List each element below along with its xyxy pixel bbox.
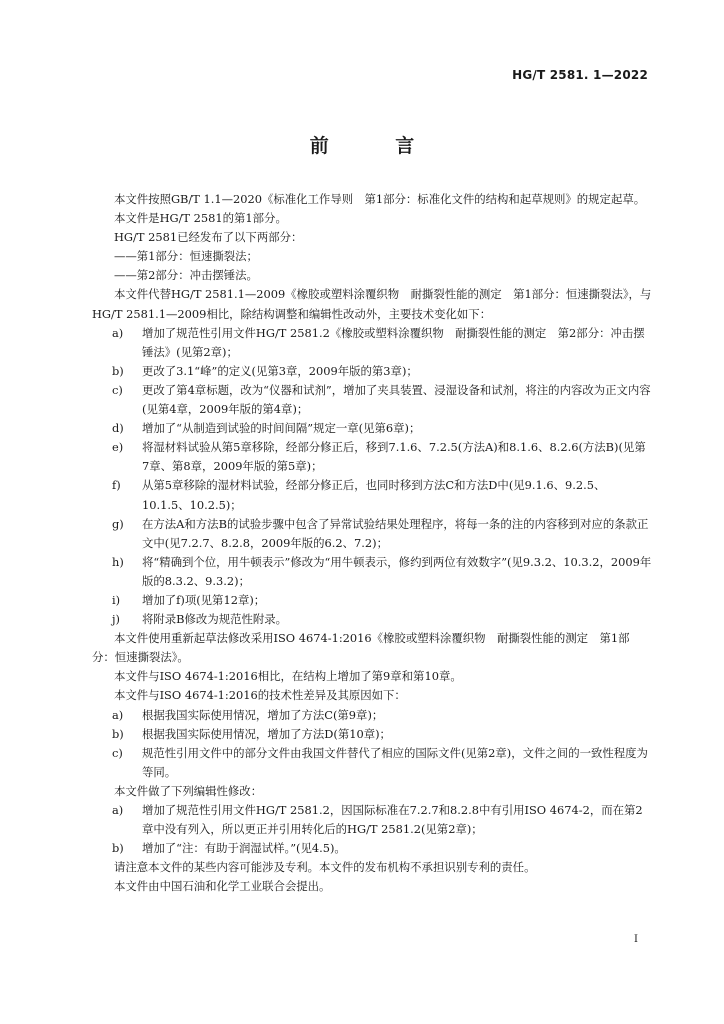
- list-item-label: e): [112, 440, 124, 455]
- list-item-label: b): [112, 841, 124, 856]
- list-item-text: 增加了规范性引用文件HG/T 2581.2《橡胶或塑料涂覆织物 耐撕裂性能的测定 第2部分：冲击摆锤法》(见第2章)；: [142, 325, 645, 359]
- list-item-label: d): [112, 421, 124, 436]
- list-item-text: 规范性引用文件中的部分文件由我国文件替代了相应的国际文件(见第2章)，文件之间的一致性程度为等同。: [142, 745, 648, 779]
- foreword-body: [92, 190, 652, 896]
- list-item-label: b): [112, 726, 124, 741]
- list-item: [92, 476, 652, 514]
- list-item: [92, 706, 652, 725]
- paragraph: 本文件是HG/T 2581的第1部分。: [114, 211, 287, 226]
- paragraph: HG/T 2581已经发布了以下两部分：: [114, 230, 303, 245]
- paragraph: 本文件使用重新起草法修改采用ISO 4674-1:2016《橡胶或塑料涂覆织物 耐撕裂性能的测定 第1部分：恒速撕裂法》。: [92, 631, 630, 665]
- list-item-text: 增加了“从制造到试验的时间间隔”规定一章(见第6章)；: [142, 421, 421, 436]
- paragraph: 本文件按照GB/T 1.1—2020《标准化工作导则 第1部分：标准化文件的结构和起草规则》的规定起草。: [114, 192, 646, 206]
- list-item-label: h): [112, 554, 124, 569]
- page-title: 前 言: [309, 135, 445, 157]
- list-item-label: i): [112, 592, 121, 607]
- list-item: [92, 610, 652, 629]
- list-item-text: 将附录B修改为规范性附录。: [142, 612, 288, 627]
- list-item: [92, 553, 652, 591]
- list-item: [92, 801, 652, 839]
- list-item-text: 从第5章移除的湿材料试验，经部分修正后，也同时移到方法C和方法D中(见9.1.6、9.2.5、10.1.5、10.2.5)；: [142, 478, 606, 512]
- paragraph: 本文件与ISO 4674-1:2016的技术性差异及其原因如下：: [114, 688, 406, 703]
- list-item: [92, 381, 652, 419]
- page-number: I: [634, 934, 638, 945]
- list-item: [92, 839, 652, 858]
- list-item-text: 将湿材料试验从第5章移除，经部分修正后，移到7.1.6、7.2.5(方法A)和8.1.6、8.2.6(方法B)(见第7章、第8章，2009年版的第5章)；: [142, 440, 646, 474]
- list-item-label: j): [112, 612, 120, 627]
- list-item-label: a): [112, 803, 124, 817]
- list-item: [92, 438, 652, 476]
- list-item-text: 增加了f)项(见第12章)；: [142, 592, 266, 607]
- paragraph: 本文件与ISO 4674-1:2016相比，在结构上增加了第9章和第10章。: [114, 669, 462, 684]
- document-code: HG/T 2581. 1—2022: [512, 68, 648, 82]
- list-item-label: c): [112, 382, 123, 397]
- list-item-label: c): [112, 745, 123, 760]
- list-item-label: f): [112, 478, 121, 493]
- list-item-text: 增加了规范性引用文件HG/T 2581.2，因国际标准在7.2.7和8.2.8中有引用ISO 4674-2，而在第2章中没有列入，所以更正并引用转化后的HG/T 2581.2(见第2章)；: [142, 803, 643, 837]
- paragraph: 请注意本文件的某些内容可能涉及专利。本文件的发布机构不承担识别专利的责任。: [114, 860, 536, 875]
- list-item-text: 根据我国实际使用情况，增加了方法D(第10章)；: [142, 726, 391, 741]
- list-item: [92, 362, 652, 381]
- paragraph: 本文件做了下列编辑性修改：: [114, 783, 263, 798]
- list-item: [92, 515, 652, 553]
- list-item: [92, 324, 652, 362]
- list-item-text: 更改了第4章标题，改为“仪器和试剂”，增加了夹具装置、浸湿设备和试剂，将注的内容改为正文内容(见第4章，2009年版的第4章)；: [142, 382, 651, 417]
- list-item-text: 更改了3.1“峰”的定义(见第3章，2009年版的第3章)；: [142, 363, 418, 378]
- list-item-text: 将“精确到个位，用牛顿表示”修改为“用牛顿表示，修约到两位有效数字”(见9.3.2、10.3.2，2009年版的8.3.2、9.3.2)；: [142, 554, 652, 588]
- list-item-label: b): [112, 363, 124, 378]
- paragraph: 本文件代替HG/T 2581.1—2009《橡胶或塑料涂覆织物 耐撕裂性能的测定 第1部分：恒速撕裂法》，与HG/T 2581.1—2009相比，除结构调整和编辑性改动外，主要技术变化如下：: [92, 287, 652, 321]
- list-item-label: a): [112, 325, 124, 340]
- list-item: [92, 744, 652, 782]
- list-item: [92, 591, 652, 610]
- list-item-text: 在方法A和方法B的试验步骤中包含了异常试验结果处理程序，将每一条的注的内容移到对应的条款正文中(见7.2.7、8.2.8，2009年版的6.2、7.2)；: [142, 516, 649, 550]
- part-list-item: ——第1部分：恒速撕裂法；: [114, 249, 258, 264]
- list-item: [92, 419, 652, 438]
- list-item-text: 根据我国实际使用情况，增加了方法C(第9章)；: [142, 707, 384, 722]
- list-item-label: g): [112, 516, 124, 531]
- list-item: [92, 725, 652, 744]
- list-item-text: 增加了“注：有助于润湿试样。”(见4.5)。: [142, 841, 346, 856]
- list-item-label: a): [112, 707, 124, 722]
- part-list-item: ——第2部分：冲击摆锤法。: [114, 268, 258, 283]
- paragraph: 本文件由中国石油和化学工业联合会提出。: [114, 879, 331, 894]
